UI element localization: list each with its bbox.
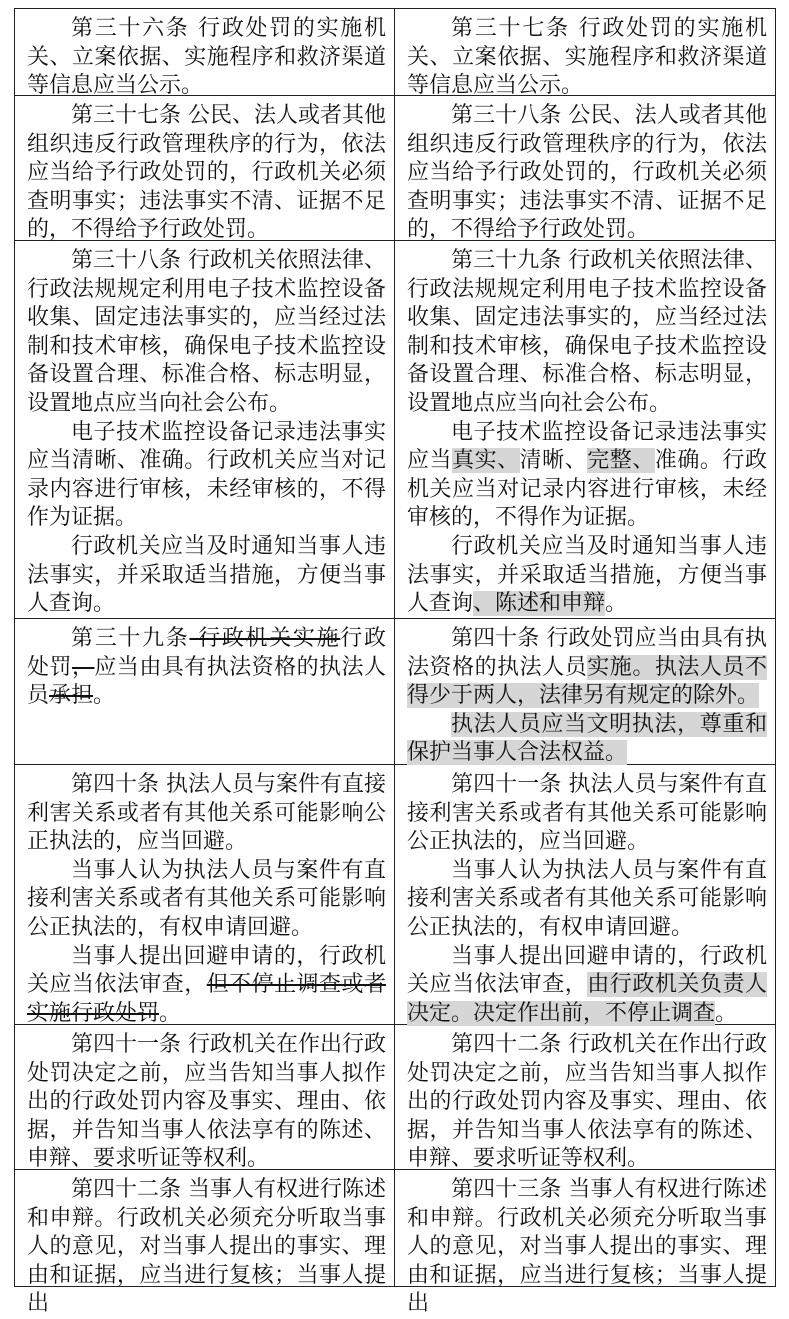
old-text-cell	[15, 619, 395, 764]
new-text-cell	[395, 1025, 775, 1172]
deleted-text: 但不停止调查或者实施行政处罚	[27, 972, 386, 1026]
paragraph: 第三十七条 行政处罚的实施机关、立案依据、实施程序和救济渠道等信息应当公示。	[407, 16, 767, 99]
paragraph: 第四十二条 行政机关在作出行政处罚决定之前，应当告知当事人拟作出的行政处罚内容及事实、理由、依据，并告知当事人依法享有的陈述、申辩、要求听证等权利。	[407, 1032, 767, 1172]
paragraph: 第三十八条 行政机关依照法律、行政法规规定利用电子技术监控设备收集、固定违法事实的，应当经过法制和技术审核，确保电子技术监控设备设置合理、标准合格、标志明显，设置地点应当向社会公布。	[27, 248, 386, 416]
paragraph: 第四十条 执法人员与案件有直接利害关系或者有其他关系可能影响公正执法的，应当回避。	[27, 772, 386, 855]
paragraph: 当事人提出回避申请的，行政机关应当依法审查，由行政机关负责人决定。决定作出前，不停止调查。	[407, 943, 767, 1026]
paragraph: 电子技术监控设备记录违法事实应当真实、清晰、完整、准确。行政机关应当对记录内容进行审核，未经审核的，不得作为证据。	[407, 419, 767, 531]
new-text-cell	[395, 619, 775, 764]
new-text-cell	[395, 9, 775, 99]
new-text-cell	[395, 241, 775, 618]
old-text-cell	[15, 96, 395, 243]
added-text: 执法人员应当文明执法，尊重和保护当事人合法权益。	[407, 711, 767, 766]
paragraph: 第四十二条 当事人有权进行陈述和申辩。行政机关必须充分听取当事人的意见，对当事人提出的事实、理由和证据，应当进行复核；当事人提出	[27, 1177, 386, 1317]
comparison-table	[14, 8, 776, 1317]
new-text-cell	[395, 765, 775, 1024]
deleted-text: ，	[71, 654, 95, 680]
old-text-cell	[15, 9, 395, 99]
added-text: 由行政机关负责人决定。决定作出前，不停止调查	[407, 972, 767, 1026]
paragraph: 行政机关应当及时通知当事人违法事实，并采取适当措施，方便当事人查询、陈述和申辩。	[407, 533, 767, 617]
new-text-cell	[395, 1170, 775, 1317]
paragraph: 当事人认为执法人员与案件有直接利害关系或者有其他关系可能影响公正执法的，有权申请回避。	[27, 857, 386, 940]
paragraph: 第四十条 行政处罚应当由具有执法资格的执法人员实施。执法人员不得少于两人，法律另有规定的除外。	[407, 626, 767, 709]
added-text: 完整、	[587, 448, 655, 474]
paragraph: 当事人提出回避申请的，行政机关应当依法审查，但不停止调查或者实施行政处罚。	[27, 943, 386, 1026]
added-text: 、陈述和申辩	[473, 591, 606, 617]
paragraph: 第四十三条 当事人有权进行陈述和申辩。行政机关必须充分听取当事人的意见，对当事人提出的事实、理由和证据，应当进行复核；当事人提出	[407, 1177, 767, 1317]
table-row	[15, 96, 775, 241]
deleted-text: 行政机关实施	[189, 626, 341, 651]
table-row	[15, 1170, 775, 1317]
added-text: 真实、	[452, 448, 520, 474]
paragraph: 第四十一条 行政机关在作出行政处罚决定之前，应当告知当事人拟作出的行政处罚内容及事实、理由、依据，并告知当事人依法享有的陈述、申辩、要求听证等权利。	[27, 1032, 386, 1172]
table-row	[15, 9, 775, 99]
table-row	[15, 241, 775, 619]
paragraph: 第三十七条 公民、法人或者其他组织违反行政管理秩序的行为，依法应当给予行政处罚的，行政机关必须查明事实；违法事实不清、证据不足的，不得给予行政处罚。	[27, 103, 386, 243]
paragraph: 第三十八条 公民、法人或者其他组织违反行政管理秩序的行为，依法应当给予行政处罚的，行政机关必须查明事实；违法事实不清、证据不足的，不得给予行政处罚。	[407, 103, 767, 243]
paragraph: 第三十九条 行政机关依照法律、行政法规规定利用电子技术监控设备收集、固定违法事实的，应当经过法制和技术审核，确保电子技术监控设备设置合理、标准合格、标志明显，设置地点应当向社会公布。	[407, 248, 767, 416]
old-text-cell	[15, 1170, 395, 1317]
paragraph: 第四十一条 执法人员与案件有直接利害关系或者有其他关系可能影响公正执法的，应当回避。	[407, 772, 767, 855]
deleted-text: 承担	[49, 683, 94, 709]
paragraph: 第三十九条 行政机关实施行政处罚，应当由具有执法资格的执法人员承担。	[27, 626, 386, 709]
table-row	[15, 1025, 775, 1170]
new-text-cell	[395, 96, 775, 243]
paragraph: 当事人认为执法人员与案件有直接利害关系或者有其他关系可能影响公正执法的，有权申请回避。	[407, 857, 767, 940]
table-row	[15, 765, 775, 1025]
paragraph: 第三十六条 行政处罚的实施机关、立案依据、实施程序和救济渠道等信息应当公示。	[27, 16, 386, 99]
old-text-cell	[15, 765, 395, 1024]
old-text-cell	[15, 1025, 395, 1172]
paragraph	[407, 711, 767, 768]
old-text-cell	[15, 241, 395, 618]
added-text: 实施。执法人员不得少于两人，法律另有规定的除外。	[407, 654, 767, 709]
paragraph: 行政机关应当及时通知当事人违法事实，并采取适当措施，方便当事人查询。	[27, 533, 386, 617]
table-row	[15, 619, 775, 765]
paragraph: 电子技术监控设备记录违法事实应当清晰、准确。行政机关应当对记录内容进行审核，未经审核的，不得作为证据。	[27, 419, 386, 531]
